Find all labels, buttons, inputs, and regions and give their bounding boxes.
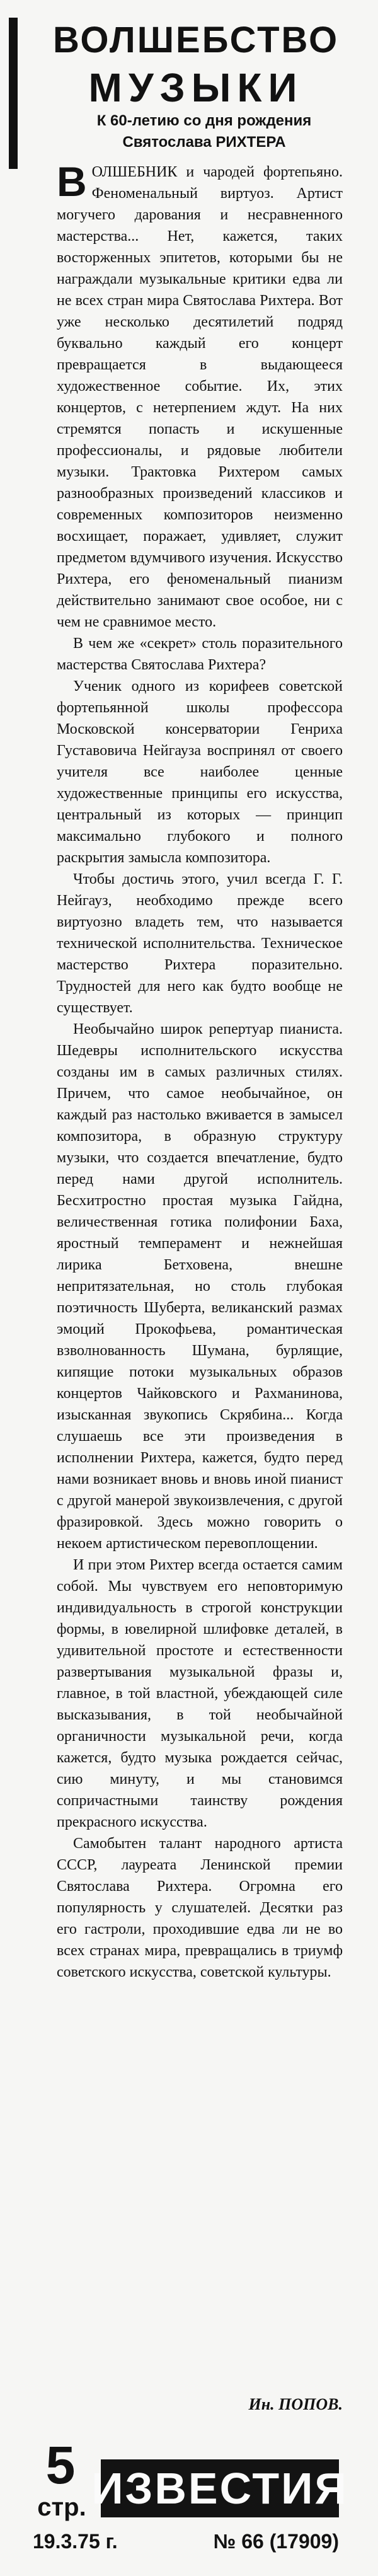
article-paragraph-6: И при этом Рихтер всегда остается самим собой. Мы чувствуем его неповторимую индивидуальность в строгой конструкции формы, в ювелирной шлифовке деталей, в удивительной простоте и естественности развертывания музыкальной фразы и, главное, в той властной, убеждающей силе высказывания, в той необычайной органичности музыкальной речи, когда кажется, будто музыка рождается сейчас, сию минуту, и мы становимся сопричастными таинству рождения прекрасного искусства. [57,1557,343,1830]
headline-rule [9,18,18,169]
article-paragraph-2: В чем же «секрет» столь поразительного мастерства Святослава Рихтера? [57,635,343,673]
author-signature: Ин. ПОПОВ. [248,2395,343,2413]
article-paragraph-7: Самобытен талант народного артиста СССР, лауреата Ленинской премии Святослава Рихтера. Огромна его популярность у слушателей. Десятки раз его гастроли, проходившие едва ли не во всех странах мира, превращались в триумф советского искусства, советской культуры. [57,1835,343,1980]
issue-line [33,2530,339,2553]
article-paragraph-5: Необычайно широк репертуар пианиста. Шедевры исполнительского искусства созданы им в самых различных стилях. Причем, что самое необычайное, он каждый раз настолько вживается в замысел композитора, в образную структуру музыки, что создается впечатление, будто перед нами другой исполнитель. Бесхитростно простая музыка Гайдна, величественная готика полифонии Баха, яростный темперамент и нежнейшая лирика Бетховена, внешне непритязательная, но столь глубокая поэтичность Шуберта, великанский размах эмоций Прокофьева, романтическая взволнованность Шумана, бурлящие, кипящие потоки музыкальных образов концертов Чайковского и Рахманинова, изысканная звукопись Скрябина... Когда слушаешь все эти произведения в исполнении Рихтера, кажется, будто перед нами возникает вновь и вновь иной пианист с другой манерой звукоизвлечения, с другой фразировкой. Здесь можно говорить о некоем артистическом перевоплощении. [57,1021,343,1552]
issue-number: № 66 (17909) [213,2530,339,2553]
article-paragraph-1 [57,158,343,633]
newspaper-masthead: ИЗВЕСТИЯ [101,2459,339,2517]
article-body [57,158,343,1983]
article-paragraph-4: Чтобы достичь этого, учил всегда Г. Г. Нейгауз, необходимо прежде всего виртуозно владеть тем, что называется технической исполнительства. Техническое мастерство Рихтера поразительно. Трудностей для него как будто вообще не существует. [57,871,343,1016]
page-number: 5 [45,2435,74,2495]
issue-date: 19.3.75 г. [33,2530,118,2553]
headline-line-1: ВОЛШЕБСТВО [52,20,340,61]
subheadline: К 60-летию со дня рождения Святослава РИХТЕРА [96,112,312,151]
page-label: стр. [37,2493,86,2521]
newspaper-footer [0,2435,378,2576]
article-paragraph-3: Ученик одного из корифеев советской фортепьянной школы профессора Московской консерватории Генриха Густавовича Нейгауза воспринял от своего учителя все наиболее ценные художественные принципы его искусства, центральный из которых — принцип максимально глубокого и полного раскрытия замысла композитора. [57,678,343,866]
headline-line-2: МУЗЫКИ [88,65,304,110]
drop-cap: В [57,158,87,205]
headline [48,18,344,112]
article-paragraph-1-text: ОЛШЕБНИК и чародей фортепьяно. Феноменальный виртуоз. Артист могучего дарования и несравненного мастерства... Нет, кажется, таких восторженных эпитетов, которыми бы не награждали музыкальные критики едва ли не всех стран мира Святослава Рихтера. Вот уже несколько десятилетий подряд буквально каждый его концерт превращается в выдающееся художественное событие. Их, этих концертов, с нетерпением ждут. На них стремятся попасть и искушенные профессионалы, и рядовые любители музыки. Трактовка Рихтером самых разнообразных произведений классиков и современных композиторов неизменно восхищает, поражает, удивляет, служит предметом вдумчивого изучения. Искусство Рихтера, его феноменальный пианизм действительно занимают свое особое, ни с чем не сравнимое место. [57,164,343,630]
